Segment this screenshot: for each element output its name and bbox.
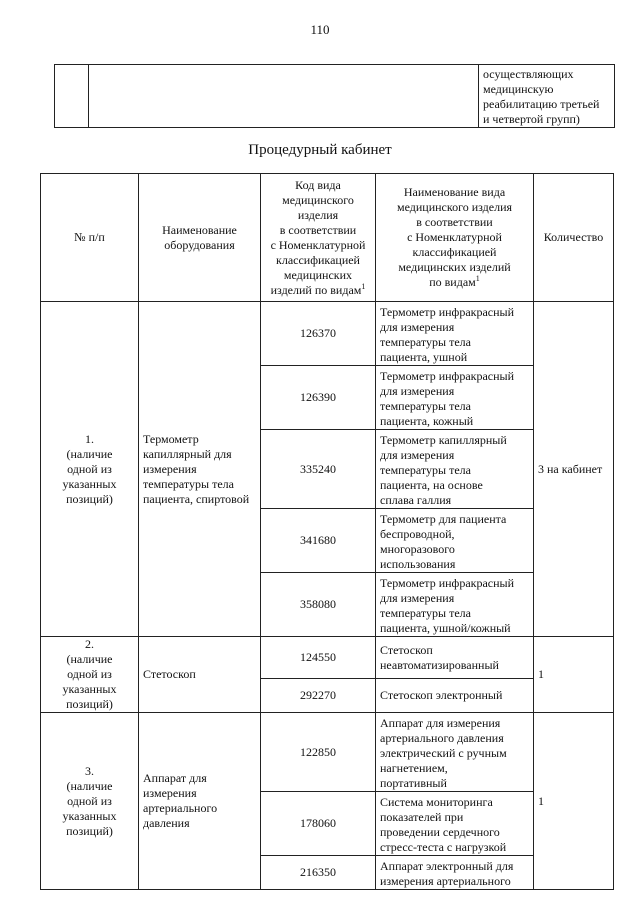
device-code-cell: 341680 xyxy=(261,509,376,573)
table-row xyxy=(41,302,614,366)
group-number-line: указанных xyxy=(62,682,117,696)
header-equipment xyxy=(139,174,261,302)
footnote-mark: 1 xyxy=(475,274,480,283)
page-number: 110 xyxy=(310,22,330,37)
device-name-cell xyxy=(376,713,534,792)
device-code-cell: 124550 xyxy=(261,637,376,679)
device-code-cell: 126370 xyxy=(261,302,376,366)
device-name-cell xyxy=(376,679,534,713)
device-name-cell xyxy=(376,366,534,430)
group-number-line: 3. xyxy=(85,763,94,778)
equipment-name-cell xyxy=(139,713,261,890)
header-line: классификацией xyxy=(412,245,497,259)
equipment-line: Стетоскоп xyxy=(143,667,196,681)
group-number-line: указанных xyxy=(62,476,117,491)
group-number-line: позиций) xyxy=(66,491,113,506)
device-name-line: беспроводной, xyxy=(380,527,455,541)
device-name-line: артериального давления xyxy=(380,731,504,745)
equipment-line: давления xyxy=(143,816,190,830)
device-name-cell xyxy=(376,509,534,573)
equipment-table xyxy=(40,173,614,890)
device-name-line: Аппарат для измерения xyxy=(380,716,501,730)
device-name-cell xyxy=(376,856,534,890)
header-line: с Номенклатурной xyxy=(270,237,366,252)
device-code-cell: 122850 xyxy=(261,713,376,792)
table-row xyxy=(41,637,614,679)
device-name-cell xyxy=(376,430,534,509)
fragment-line: реабилитацию третьей xyxy=(483,97,600,111)
device-name-line: для измерения xyxy=(380,448,455,462)
device-name-line: Термометр инфракрасный xyxy=(380,576,515,590)
header-line-text: изделий по видам xyxy=(270,282,362,297)
equipment-line: капиллярный для xyxy=(143,446,232,461)
device-name-line: температуры тела xyxy=(380,606,471,620)
group-number-line: (наличие xyxy=(66,652,113,666)
fragment-empty-cell xyxy=(89,65,479,128)
group-number-line: позиций) xyxy=(66,823,113,838)
group-number-line: указанных xyxy=(62,808,117,823)
device-code-cell: 292270 xyxy=(261,679,376,713)
header-name xyxy=(376,174,534,302)
device-name-line: для измерения xyxy=(380,591,455,605)
equipment-line: Аппарат для xyxy=(143,771,207,785)
device-name-line: Аппарат электронный для xyxy=(380,859,514,873)
device-name-line: температуры тела xyxy=(380,463,471,477)
device-name-line: Термометр капиллярный xyxy=(380,433,507,447)
fragment-empty-cell xyxy=(55,65,89,128)
header-code xyxy=(261,174,376,302)
quantity-cell: 3 на кабинет xyxy=(534,302,614,637)
device-name-line: Термометр инфракрасный xyxy=(380,305,515,319)
device-name-cell xyxy=(376,637,534,679)
fragment-line: медицинскую xyxy=(483,82,554,96)
device-name-line: пациента, ушной/кожный xyxy=(380,621,511,635)
header-line: в соответствии xyxy=(416,215,493,229)
header-line-text: по видам xyxy=(429,275,476,289)
header-line: с Номенклатурной xyxy=(407,230,502,244)
quantity-cell: 1 xyxy=(534,713,614,890)
header-num: № п/п xyxy=(41,174,139,302)
group-number-line: одной из xyxy=(67,793,112,808)
header-line: медицинского изделия xyxy=(396,200,513,214)
equipment-line: измерения xyxy=(143,786,197,800)
device-name-line: Стетоскоп электронный xyxy=(380,688,503,703)
device-code-cell: 216350 xyxy=(261,856,376,890)
table-row xyxy=(41,713,614,792)
header-line xyxy=(265,283,371,298)
group-number-line: одной из xyxy=(67,667,112,681)
device-name-cell xyxy=(376,792,534,856)
group-number-line: 2. xyxy=(85,637,94,651)
group-number-line: (наличие xyxy=(66,446,113,461)
group-number-line: одной из xyxy=(67,461,112,476)
device-name-line: электрический с ручным xyxy=(380,746,507,760)
header-line: Наименование вида xyxy=(403,185,506,199)
header-line: в соответствии xyxy=(279,222,357,237)
device-name-line: стресс-теста с нагрузкой xyxy=(380,840,507,854)
device-name-line: для измерения xyxy=(380,320,455,334)
header-row xyxy=(41,174,614,302)
equipment-line: Термометр xyxy=(143,431,199,446)
header-line: медицинского xyxy=(282,192,354,207)
equipment-name-cell xyxy=(139,637,261,713)
device-code-cell: 358080 xyxy=(261,573,376,637)
device-name-line: пациента, на основе xyxy=(380,478,483,492)
header-line: Наименование xyxy=(162,222,237,237)
equipment-line: температуры тела xyxy=(143,476,234,491)
device-name-line: многоразового xyxy=(380,542,455,556)
device-name-line: нагнетением, xyxy=(380,761,448,775)
device-name-line: температуры тела xyxy=(380,335,471,349)
device-code-cell: 178060 xyxy=(261,792,376,856)
fragment-line: осуществляющих xyxy=(483,67,574,81)
header-line: медицинских xyxy=(283,267,353,282)
device-code-cell: 126390 xyxy=(261,366,376,430)
fragment-line: и четвертой групп) xyxy=(483,112,580,126)
group-number-cell xyxy=(41,713,139,890)
device-name-line: проведении сердечного xyxy=(380,825,500,839)
device-name-cell xyxy=(376,302,534,366)
device-name-line: Стетоскоп xyxy=(380,642,433,657)
device-code-cell: 335240 xyxy=(261,430,376,509)
device-name-cell xyxy=(376,573,534,637)
equipment-line: измерения xyxy=(143,461,197,476)
group-number-cell xyxy=(41,637,139,713)
device-name-line: для измерения xyxy=(380,384,455,398)
equipment-line: пациента, спиртовой xyxy=(143,491,250,506)
group-number-line: 1. xyxy=(85,431,94,446)
device-name-line: пациента, ушной xyxy=(380,350,468,364)
device-name-line: использования xyxy=(380,557,456,571)
equipment-line: артериального xyxy=(143,801,218,815)
header-line: оборудования xyxy=(164,237,235,252)
device-name-line: неавтоматизированный xyxy=(380,657,499,672)
fragment-text-cell xyxy=(479,65,615,128)
equipment-name-cell xyxy=(139,302,261,637)
group-number-line: позиций) xyxy=(66,697,113,711)
device-name-line: Система мониторинга xyxy=(380,795,493,809)
header-line xyxy=(380,275,529,290)
group-number-line: (наличие xyxy=(66,778,113,793)
device-name-line: показателей при xyxy=(380,810,464,824)
header-line: Код вида xyxy=(295,177,341,192)
header-line: медицинских изделий xyxy=(398,260,511,274)
device-name-line: Термометр инфракрасный xyxy=(380,369,515,383)
device-name-line: портативный xyxy=(380,776,447,790)
header-line: изделия xyxy=(297,207,339,222)
section-title: Процедурный кабинет xyxy=(248,142,392,158)
header-quantity: Количество xyxy=(534,174,614,302)
header-line: классификацией xyxy=(276,252,360,267)
footnote-mark: 1 xyxy=(361,281,366,291)
device-name-line: температуры тела xyxy=(380,399,471,413)
continuation-table-fragment xyxy=(54,64,615,128)
device-name-line: пациента, кожный xyxy=(380,414,474,428)
quantity-cell: 1 xyxy=(534,637,614,713)
group-number-cell xyxy=(41,302,139,637)
device-name-line: сплава галлия xyxy=(380,493,452,507)
device-name-line: Термометр для пациента xyxy=(380,512,507,526)
device-name-line: измерения артериального xyxy=(380,874,511,888)
